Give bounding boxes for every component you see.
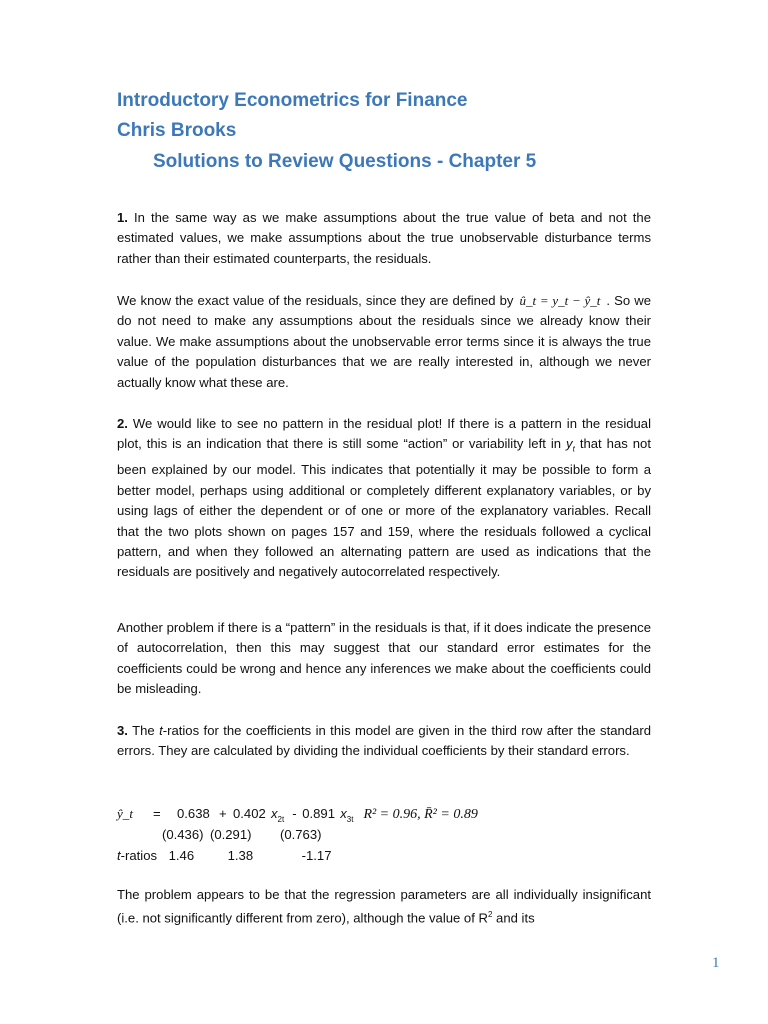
q2-number: 2. (117, 416, 128, 431)
plus-sign: + (219, 806, 227, 821)
q1-text-1: In the same way as we make assumptions about the true value of beta and not the estimated values, we make assumptions about the true unobservable disturbance terms rather than their estimated counterparts, the residuals. (117, 210, 651, 266)
se-1: (0.436) (162, 827, 204, 842)
q2-paragraph-1 (117, 414, 651, 583)
t-ratio-label: -ratios (120, 848, 158, 863)
r-squared: R² = 0.96, R̄² = 0.89 (363, 807, 478, 822)
q2-text-1b: that has not been explained by our model. This indicates that potentially it may be possible to form a better model, perhaps using additional or completely different explanatory variables, or by using lags of either the dependent or of one or more of the explanatory variables. Recall that the two plots shown on pages 157 and 159, where the residuals followed a cyclical pattern, and when they followed an alternating pattern are used as indications that the residuals are positively and negatively autocorrelated respectively. (117, 436, 651, 580)
q3-text-1b: -ratios for the coefficients in this model are given in the third row after the standard errors. They are calculated by dividing the individual coefficients by their standard errors. (117, 723, 651, 759)
q3-sup: 2 (487, 910, 493, 920)
q1-number: 1. (117, 210, 128, 225)
coef-2: 0.402 (233, 806, 266, 821)
t-ratio-2: 1.38 (227, 848, 254, 863)
q3-text-2b: and its (496, 910, 535, 926)
q1-text-2b: . So we do not need to make any assumptions about the residuals since we already know their value. We make assumptions about the unobservable error terms since it is always the true value of the population disturbances that we are really interested in, although we never actually know what these are. (117, 293, 651, 390)
fitted-y: ŷ_t (117, 806, 133, 821)
var-x2: x (271, 806, 278, 821)
t-ratio-3: -1.17 (301, 848, 332, 863)
residual-formula: û_t = y_t − ŷ_t (519, 293, 601, 308)
author-name: Chris Brooks (117, 120, 237, 141)
q1-paragraph-2 (117, 291, 651, 393)
q3-paragraph-1 (117, 721, 651, 762)
var-x2-sub: 2t (277, 814, 285, 824)
page-number: 1 (712, 955, 720, 971)
q3-text-2a: The problem appears to be that the regression parameters are all individually insignificant (i.e. not significantly different from zero), although the value of R (117, 887, 651, 926)
q2-paragraph-2 (117, 618, 651, 700)
t-ratio-1: 1.46 (168, 848, 195, 863)
coef-3: 0.891 (302, 806, 335, 821)
q2-text-1a: We would like to see no pattern in the residual plot! If there is a pattern in the residual plot, this is an indication that there is still some “action” or variability left in (117, 416, 651, 452)
var-x3: x (340, 806, 347, 821)
q1-paragraph-1 (117, 208, 651, 269)
se-2: (0.291) (210, 827, 252, 842)
q2-var-sub: t (572, 445, 575, 455)
q3-paragraph-2 (117, 885, 651, 929)
t-ratio-t: t (117, 848, 121, 863)
q3-number: 3. (117, 723, 128, 738)
standard-errors-row (162, 825, 322, 845)
minus-sign: - (292, 806, 297, 821)
chapter-subtitle: Solutions to Review Questions - Chapter 5 (153, 151, 537, 172)
t-ratios-row (117, 846, 332, 866)
equals-sign: = (153, 806, 161, 821)
q2-text-2: Another problem if there is a “pattern” in the residuals is that, if it does indicate the presence of autocorrelation, then this may suggest that our standard error estimates for the coefficients could be wrong and hence any inferences we make about the coefficients could be misleading. (117, 620, 651, 697)
var-x3-sub: 3t (346, 814, 354, 824)
coef-1: 0.638 (177, 806, 210, 821)
q3-text-1a: The (132, 723, 155, 738)
q3-t-italic: t (159, 723, 163, 738)
q2-var-y: y (566, 436, 573, 452)
q1-text-2a: We know the exact value of the residuals, since they are defined by (117, 293, 514, 308)
book-title: Introductory Econometrics for Finance (117, 90, 468, 111)
se-3: (0.763) (280, 827, 322, 842)
